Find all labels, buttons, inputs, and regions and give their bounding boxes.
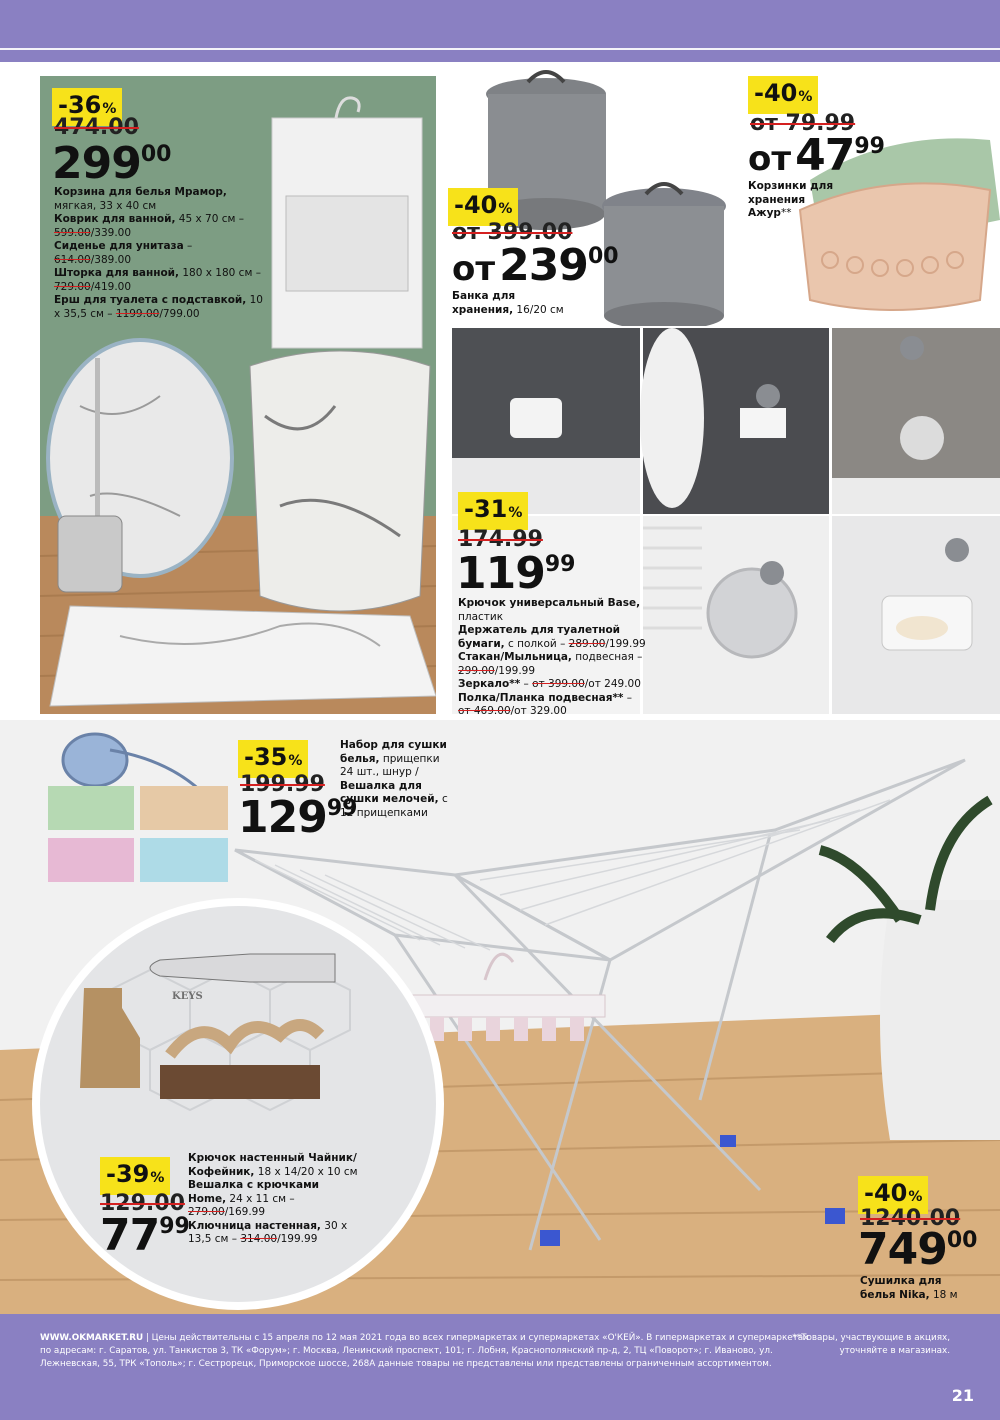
footer-site-link[interactable]: WWW.OKMARKET.RU — [40, 1333, 144, 1343]
bath-hooks-description — [458, 597, 646, 719]
wall-hooks-description — [188, 1152, 360, 1247]
basket-old-price: от 79.99 — [750, 111, 856, 136]
basket-discount-badge: -40% — [748, 76, 818, 114]
marble-discount-badge: -36% — [52, 88, 122, 126]
wall-hooks-old-price: 129.00 — [100, 1191, 185, 1216]
clothespin-new-price: 12999 — [238, 792, 358, 843]
wall-hooks-new-price: 7799 — [100, 1210, 190, 1261]
marble-line-0: Корзина для белья Мрамор, мягкая, 33 х 40 см — [54, 186, 227, 212]
marble-line-3: Шторка для ванной, 180 х 180 см – 729.00/419.00 — [54, 267, 261, 293]
bath-hooks-line-1: Держатель для туалетной бумаги, с полкой – 289.00/199.99 — [458, 624, 646, 650]
storage-box-discount-badge: -40% — [448, 188, 518, 226]
wall-hooks-discount-badge: -39% — [100, 1157, 170, 1195]
keyholder-label: KEYS — [172, 991, 203, 1002]
bath-hooks-line-0: Крючок универсальный Base, пластик — [458, 597, 641, 623]
clothespin-line-1: Вешалка для сушки мелочей, с 12 прищепками — [340, 779, 448, 819]
basket-description: Корзинки для хранения Ажур** — [748, 180, 834, 219]
clothespin-discount-badge: -35% — [238, 740, 308, 778]
storage-box-offer-panel — [446, 64, 736, 326]
bath-hooks-line-4: Полка/Планка подвесная** – от 469.00/от 329.00 — [458, 691, 633, 717]
page-footer — [0, 1314, 1000, 1420]
wall-hooks-line-2: Ключница настенная, 30 х 13,5 см – 314.00/199.99 — [188, 1219, 348, 1245]
clothespin-old-price: 199.99 — [240, 772, 325, 797]
basket-new-price: от4799 — [748, 130, 885, 181]
storage-box-old-price: от 399.00 — [452, 220, 573, 245]
clothespin-line-0: Набор для сушки белья, прищепки 24 шт., шнур / — [340, 739, 447, 778]
bath-hooks-new-price: 11999 — [456, 548, 576, 599]
marble-line-2: Сиденье для унитаза – 614.00/389.00 — [54, 240, 193, 266]
dryer-description: Сушилка для белья Nika, 18 м — [860, 1275, 958, 1301]
bath-hooks-line-3: Зеркало** – от 399.00/от 249.00 — [458, 678, 641, 690]
marble-line-1: Коврик для ванной, 45 х 70 см – 599.00/339.00 — [54, 213, 245, 239]
wall-hooks-line-0: Крючок настенный Чайник/ Кофейник, 18 х 14/20 х 10 см — [188, 1152, 358, 1178]
marble-offer-panel — [40, 76, 436, 714]
marble-new-price: 29900 — [52, 138, 172, 189]
bath-hooks-line-2: Стакан/Мыльница, подвесная – 299.00/199.99 — [458, 651, 643, 677]
marble-old-price: 474.00 — [54, 115, 139, 140]
dryer-discount-badge: -40% — [858, 1176, 928, 1214]
bath-hooks-old-price: 174.99 — [458, 527, 543, 552]
basket-offer-panel — [740, 70, 1000, 318]
wall-hooks-line-1: Вешалка с крючками Home, 24 х 11 см – 279.00/169.99 — [188, 1179, 320, 1218]
dryer-new-price: 74900 — [858, 1224, 978, 1275]
header-divider — [0, 48, 1000, 50]
storage-box-new-price: от23900 — [452, 240, 619, 291]
footer-disclaimer: WWW.OKMARKET.RU | Цены действительны с 15 апреля по 12 мая 2021 года во всех гипермаркетах и супермаркетах «О'КЕЙ». В гипермаркетах и супермаркетах по адресам: г. Саратов, ул. Танкистов 3, ТК «Форум»; г. Москва, Ленинский проспект, 101; г. Лобня, Краснополянский пр-д, 2, ТЦ «Поворот»; г. Иваново, ул. Лежневская, 55, ТРК «Тополь»; г. Сестрорецк, Приморское шоссе, 268А данные товары не представлены или представлены ограниченным ассортиментом. — [40, 1333, 809, 1369]
marble-line-4: Ерш для туалета с подставкой, 10 х 35,5 см – 1199.00/799.00 — [54, 294, 263, 320]
marble-description — [54, 186, 264, 321]
page-number: 21 — [951, 1386, 974, 1405]
header-band — [0, 0, 1000, 62]
storage-box-description: Банка для хранения, 16/20 см — [452, 290, 564, 316]
clothespin-description — [340, 739, 452, 820]
bath-hooks-discount-badge: -31% — [458, 492, 528, 530]
dryer-old-price: 1240.00 — [860, 1206, 961, 1231]
footer-note: **Товары, участвующие в акциях, уточняйте в магазинах. — [792, 1333, 950, 1356]
